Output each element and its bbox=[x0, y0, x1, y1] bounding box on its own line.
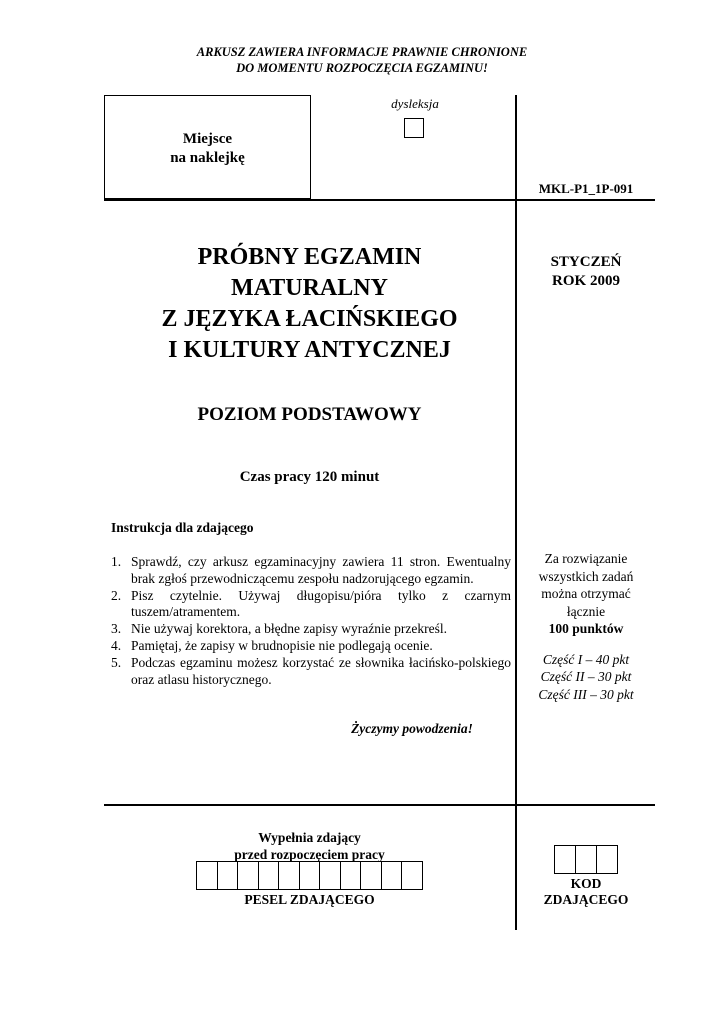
pesel-digit-box[interactable] bbox=[279, 862, 300, 889]
list-item-text: Pisz czytelnie. Używaj długopisu/pióra tylko z czarnym tuszem/atramentem. bbox=[131, 587, 511, 620]
pesel-digit-box[interactable] bbox=[238, 862, 259, 889]
instructions-list bbox=[111, 554, 511, 688]
kod-digit-box[interactable] bbox=[576, 846, 597, 873]
list-item-text: Podczas egzaminu możesz korzystać ze słownika łacińsko-polskiego oraz atlasu historycznego. bbox=[131, 654, 511, 687]
fill-in-label bbox=[104, 829, 515, 863]
pesel-digit-box[interactable] bbox=[361, 862, 382, 889]
bottom-divider bbox=[104, 804, 655, 806]
date-month: STYCZEŃ bbox=[550, 254, 622, 270]
list-item-number: 2. bbox=[111, 587, 122, 603]
exam-title bbox=[104, 242, 515, 366]
list-item bbox=[111, 621, 511, 638]
kod-input[interactable] bbox=[554, 845, 618, 874]
notice-line-2: DO MOMENTU ROZPOCZĘCIA EGZAMINU! bbox=[236, 61, 488, 75]
dyslexia-checkbox[interactable] bbox=[404, 118, 424, 138]
points-line-3: można otrzymać bbox=[541, 586, 631, 601]
points-line-4: łącznie bbox=[566, 603, 606, 619]
sticker-line-2: na naklejkę bbox=[170, 150, 245, 166]
list-item bbox=[111, 638, 511, 655]
sticker-line-1: Miejsce bbox=[182, 131, 233, 147]
points-part-2: Część II – 30 pkt bbox=[540, 669, 632, 684]
points-line-2: wszystkich zadań bbox=[538, 568, 634, 584]
title-line-1: PRÓBNY EGZAMIN bbox=[197, 244, 422, 270]
title-line-2: MATURALNY bbox=[231, 275, 388, 301]
list-item-text: Pamiętaj, że zapisy w brudnopisie nie podlegają ocenie. bbox=[131, 637, 433, 653]
points-info bbox=[517, 550, 655, 703]
pesel-digit-box[interactable] bbox=[320, 862, 341, 889]
kod-line-2: ZDAJĄCEGO bbox=[543, 892, 629, 907]
good-luck-message: Życzymy powodzenia! bbox=[351, 721, 473, 736]
title-line-4: I KULTURY ANTYCZNEJ bbox=[168, 337, 451, 363]
kod-line-1: KOD bbox=[570, 876, 602, 891]
confidentiality-notice bbox=[0, 44, 724, 76]
kod-digit-box[interactable] bbox=[597, 846, 618, 873]
sticker-label bbox=[104, 130, 311, 168]
list-item bbox=[111, 554, 511, 588]
points-line-1: Za rozwiązanie bbox=[544, 551, 628, 566]
pesel-input[interactable] bbox=[196, 861, 423, 890]
exam-date bbox=[517, 253, 655, 291]
list-item bbox=[111, 655, 511, 689]
list-item-text: Sprawdź, czy arkusz egzaminacyjny zawiera 11 stron. Ewentualny brak zgłoś przewodniczącemu zespołu nadzorującego egzamin. bbox=[131, 554, 511, 586]
pesel-digit-box[interactable] bbox=[218, 862, 239, 889]
exam-level: POZIOM PODSTAWOWY bbox=[197, 404, 422, 425]
kod-digit-box[interactable] bbox=[555, 846, 576, 873]
list-item bbox=[111, 588, 511, 622]
list-item-number: 1. bbox=[111, 554, 122, 569]
list-item-text: Nie używaj korektora, a błędne zapisy wyraźnie przekreśl. bbox=[131, 621, 447, 637]
dyslexia-label: dysleksja bbox=[391, 96, 439, 111]
date-year: ROK 2009 bbox=[552, 273, 620, 289]
pesel-label: PESEL ZDAJĄCEGO bbox=[244, 892, 375, 907]
pesel-digit-box[interactable] bbox=[402, 862, 423, 889]
instructions-heading: Instrukcja dla zdającego bbox=[111, 520, 254, 535]
points-part-3: Część III – 30 pkt bbox=[538, 686, 634, 702]
pesel-digit-box[interactable] bbox=[259, 862, 280, 889]
pesel-digit-box[interactable] bbox=[197, 862, 218, 889]
fill-in-line-2: przed rozpoczęciem pracy bbox=[234, 847, 385, 862]
kod-label bbox=[517, 876, 655, 908]
points-part-1: Część I – 40 pkt bbox=[542, 651, 630, 667]
points-total: 100 punktów bbox=[548, 621, 624, 636]
notice-line-1: ARKUSZ ZAWIERA INFORMACJE PRAWNIE CHRONIONE bbox=[196, 45, 528, 59]
title-line-3: Z JĘZYKA ŁACIŃSKIEGO bbox=[161, 306, 458, 332]
exam-time: Czas pracy 120 minut bbox=[239, 469, 380, 485]
fill-in-line-1: Wypełnia zdający bbox=[258, 830, 361, 845]
pesel-digit-box[interactable] bbox=[382, 862, 403, 889]
exam-code: MKL-P1_1P-091 bbox=[538, 181, 634, 196]
pesel-digit-box[interactable] bbox=[300, 862, 321, 889]
list-item-number: 5. bbox=[111, 654, 122, 670]
list-item-number: 3. bbox=[111, 621, 122, 637]
pesel-digit-box[interactable] bbox=[341, 862, 362, 889]
list-item-number: 4. bbox=[111, 637, 122, 653]
points-parts bbox=[517, 651, 655, 704]
top-divider bbox=[104, 199, 655, 201]
